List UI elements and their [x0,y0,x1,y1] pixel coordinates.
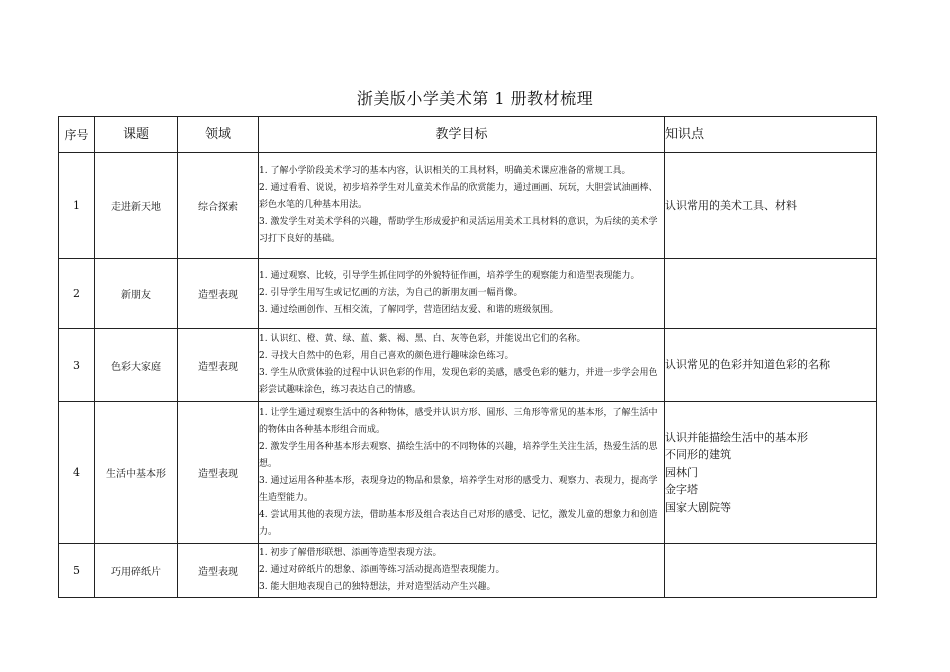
goal-item: 2. 通过对碎纸片的想象、添画等练习活动提高造型表现能力。 [259,565,505,575]
goal-item: 1. 了解小学阶段美术学习的基本内容，认识相关的工具材料，明确美术课应准备的常规工具。 [259,166,631,176]
knowledge-item: 认识常见的色彩并知道色彩的名称 [665,358,830,372]
cell-goals [259,544,665,598]
goal-item: 2. 通过看看、说说，初步培养学生对儿童美术作品的欣赏能力，通过画画、玩玩，大胆尝试油画棒、彩色水笔的几种基本用法。 [259,183,658,210]
table-row [59,402,877,544]
knowledge-item: 不同形的建筑 [665,448,731,462]
cell-no: 2 [59,259,95,329]
header-knowledge: 知识点 [665,117,877,153]
cell-title: 新朋友 [95,259,178,329]
cell-title: 巧用碎纸片 [95,544,178,598]
cell-knowledge [665,259,877,329]
cell-goals [259,329,665,402]
goal-item: 1. 通过观察、比较，引导学生抓住同学的外貌特征作画，培养学生的观察能力和造型表现能力。 [259,271,640,281]
header-title: 课题 [95,117,178,153]
goal-item: 3. 激发学生对美术学科的兴趣，帮助学生形成爱护和灵活运用美术工具材料的意识，为后续的美术学习打下良好的基础。 [259,217,658,244]
goal-item: 1. 初步了解借形联想、添画等造型表现方法。 [259,548,442,558]
goal-item: 2. 寻找大自然中的色彩，用自己喜欢的颜色进行趣味涂色练习。 [259,351,514,361]
cell-title: 色彩大家庭 [95,329,178,402]
knowledge-item: 认识常用的美术工具、材料 [665,198,797,212]
goal-item: 2. 引导学生用写生或记忆画的方法，为自己的新朋友画一幅肖像。 [259,288,523,298]
header-field: 领域 [178,117,259,153]
cell-knowledge [665,402,877,544]
header-no: 序号 [59,117,95,153]
goal-item: 3. 通过绘画创作、互相交流，了解同学，营造团结友爱、和谐的班级氛围。 [259,305,559,315]
curriculum-table [58,116,877,598]
cell-field: 造型表现 [178,544,259,598]
cell-no: 5 [59,544,95,598]
cell-no: 4 [59,402,95,544]
goal-item: 3. 能大胆地表现自己的独特想法，并对造型活动产生兴趣。 [259,582,496,592]
table-row [59,153,877,259]
cell-goals [259,402,665,544]
table-row [59,544,877,598]
cell-knowledge [665,329,877,402]
goal-item: 2. 激发学生用各种基本形去观察、描绘生活中的不同物体的兴趣，培养学生关注生活，热爱生活的思想。 [259,441,658,469]
cell-knowledge [665,544,877,598]
cell-field: 造型表现 [178,259,259,329]
knowledge-item: 国家大剧院等 [665,500,731,514]
goal-item: 3. 通过运用各种基本形，表现身边的物品和景象，培养学生对形的感受力、观察力、表现力，提高学生造型能力。 [259,475,658,503]
goal-item: 1. 认识红、橙、黄、绿、蓝、紫、褐、黑、白、灰等色彩，并能说出它们的名称。 [259,334,586,344]
cell-goals [259,153,665,259]
cell-goals [259,259,665,329]
cell-knowledge [665,153,877,259]
table-row [59,329,877,402]
goal-item: 4. 尝试用其他的表现方法，借助基本形及组合表达自己对形的感受、记忆，激发儿童的想象力和创造力。 [259,509,658,537]
cell-title: 生活中基本形 [95,402,178,544]
header-goals: 教学目标 [259,117,665,153]
goal-item: 1. 让学生通过观察生活中的各种物体，感受并认识方形、圆形、三角形等常见的基本形，了解生活中的物体由各种基本形组合而成。 [259,407,658,435]
cell-field: 综合探索 [178,153,259,259]
document-title: 浙美版小学美术第 1 册教材梳理 [356,89,594,108]
knowledge-item: 金字塔 [665,483,698,497]
knowledge-item: 认识并能描绘生活中的基本形 [665,430,808,444]
goal-item: 3. 学生从欣赏体验的过程中认识色彩的作用，发现色彩的美感，感受色彩的魅力，并进一步学会用色彩尝试趣味涂色，练习表达自己的情感。 [259,368,658,395]
cell-field: 造型表现 [178,402,259,544]
cell-title: 走进新天地 [95,153,178,259]
cell-field: 造型表现 [178,329,259,402]
table-header-row [59,117,877,153]
cell-no: 3 [59,329,95,402]
cell-no: 1 [59,153,95,259]
table-row [59,259,877,329]
knowledge-item: 园林门 [665,465,698,479]
